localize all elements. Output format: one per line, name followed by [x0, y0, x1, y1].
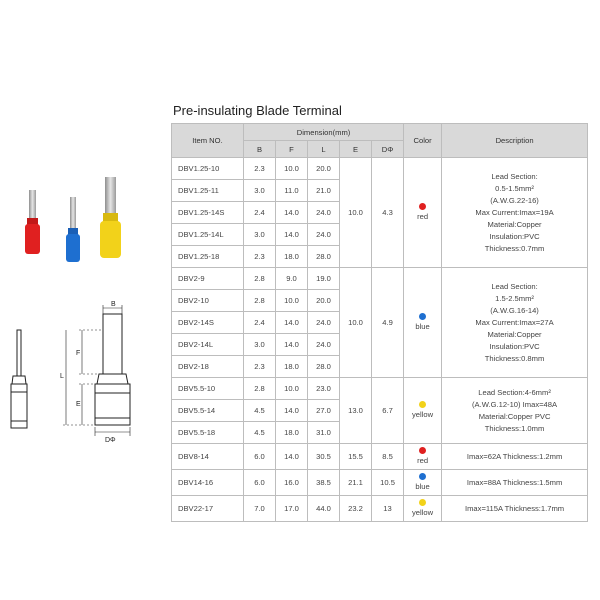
spec-table [171, 123, 588, 522]
item-no-cell: DBV1.25-10 [172, 158, 244, 180]
b-cell: 2.4 [244, 312, 276, 334]
color-name: blue [415, 322, 430, 331]
desc-line: Lead Section: [491, 281, 538, 291]
f-cell: 10.0 [276, 378, 308, 400]
desc-line: Material:Copper [487, 329, 542, 339]
f-cell: 18.0 [276, 356, 308, 378]
red-dot-icon [419, 203, 426, 210]
e-cell: 23.2 [340, 496, 372, 522]
l-cell: 44.0 [308, 496, 340, 522]
b-cell: 7.0 [244, 496, 276, 522]
item-no-cell: DBV1.25-14L [172, 224, 244, 246]
item-no-cell: DBV2-9 [172, 268, 244, 290]
f-cell: 14.0 [276, 312, 308, 334]
table-row [172, 378, 588, 400]
d-cell: 4.3 [372, 158, 404, 268]
red-dot-icon [419, 447, 426, 454]
f-cell: 10.0 [276, 158, 308, 180]
header-dimension: Dimension(mm) [244, 124, 404, 141]
l-cell: 20.0 [308, 290, 340, 312]
table-row [172, 158, 588, 180]
f-cell: 14.0 [276, 334, 308, 356]
d-cell: 13 [372, 496, 404, 522]
f-cell: 14.0 [276, 444, 308, 470]
f-cell: 11.0 [276, 180, 308, 202]
description-cell: Imax=62A Thickness:1.2mm [442, 444, 588, 470]
dimension-drawing [0, 300, 160, 450]
header-description: Description [442, 124, 588, 158]
f-cell: 9.0 [276, 268, 308, 290]
color-cell [404, 158, 442, 268]
dim-label-e: E [76, 401, 81, 408]
terminal-side-view [11, 330, 27, 428]
item-no-cell: DBV5.5-10 [172, 378, 244, 400]
description-cell [442, 268, 588, 378]
f-cell: 17.0 [276, 496, 308, 522]
desc-line: Thickness:1.0mm [484, 423, 545, 433]
color-cell [404, 496, 442, 522]
blue-dot-icon [419, 313, 426, 320]
f-cell: 14.0 [276, 224, 308, 246]
item-no-cell: DBV22-17 [172, 496, 244, 522]
header-d: DΦ [372, 141, 404, 158]
table-row [172, 496, 588, 522]
color-name: yellow [412, 508, 434, 517]
desc-line: Max Current:Imax=19A [475, 207, 554, 217]
desc-line: 0.5-1.5mm² [495, 183, 534, 193]
e-cell: 10.0 [340, 268, 372, 378]
spec-table-body [172, 158, 588, 522]
dim-label-d: DΦ [105, 437, 116, 444]
e-cell: 21.1 [340, 470, 372, 496]
b-cell: 3.0 [244, 224, 276, 246]
desc-line: Thickness:0.8mm [484, 353, 545, 363]
b-cell: 2.8 [244, 378, 276, 400]
yellow-dot-icon [419, 499, 426, 506]
b-cell: 2.8 [244, 290, 276, 312]
color-name: yellow [412, 410, 434, 419]
desc-line: Material:Copper PVC [478, 411, 551, 421]
l-cell: 19.0 [308, 268, 340, 290]
header-l: L [308, 141, 340, 158]
blue-dot-icon [419, 473, 426, 480]
l-cell: 28.0 [308, 356, 340, 378]
header-e: E [340, 141, 372, 158]
header-item-no: Item NO. [172, 124, 244, 158]
l-cell: 20.0 [308, 158, 340, 180]
desc-line: 1.5-2.5mm² [495, 293, 534, 303]
b-cell: 2.4 [244, 202, 276, 224]
description-cell: Imax=88A Thickness:1.5mm [442, 470, 588, 496]
desc-line: Material:Copper [487, 219, 542, 229]
l-cell: 31.0 [308, 422, 340, 444]
color-cell [404, 470, 442, 496]
page-title: Pre-insulating Blade Terminal [173, 103, 342, 118]
d-cell: 6.7 [372, 378, 404, 444]
header-b: B [244, 141, 276, 158]
b-cell: 4.5 [244, 422, 276, 444]
l-cell: 24.0 [308, 224, 340, 246]
e-cell: 15.5 [340, 444, 372, 470]
color-name: red [417, 212, 429, 221]
desc-line: Lead Section:4-6mm² [478, 387, 551, 397]
l-cell: 24.0 [308, 312, 340, 334]
description-cell [442, 378, 588, 444]
description-cell: Imax=115A Thickness:1.7mm [442, 496, 588, 522]
b-cell: 3.0 [244, 180, 276, 202]
table-row [172, 470, 588, 496]
l-cell: 24.0 [308, 334, 340, 356]
e-cell: 10.0 [340, 158, 372, 268]
item-no-cell: DBV2-18 [172, 356, 244, 378]
desc-line: Insulation:PVC [489, 231, 540, 241]
header-f: F [276, 141, 308, 158]
item-no-cell: DBV1.25-18 [172, 246, 244, 268]
l-cell: 28.0 [308, 246, 340, 268]
table-row [172, 268, 588, 290]
f-cell: 18.0 [276, 246, 308, 268]
color-name: red [417, 456, 429, 465]
l-cell: 27.0 [308, 400, 340, 422]
d-cell: 10.5 [372, 470, 404, 496]
item-no-cell: DBV5.5-18 [172, 422, 244, 444]
product-photo [0, 170, 160, 290]
b-cell: 6.0 [244, 444, 276, 470]
f-cell: 14.0 [276, 202, 308, 224]
color-cell [404, 378, 442, 444]
l-cell: 23.0 [308, 378, 340, 400]
header-color: Color [404, 124, 442, 158]
item-no-cell: DBV8-14 [172, 444, 244, 470]
table-row [172, 444, 588, 470]
yellow-terminal-image [100, 177, 121, 258]
item-no-cell: DBV5.5-14 [172, 400, 244, 422]
desc-line: (A.W.G.12-10) Imax=48A [472, 399, 558, 409]
red-terminal-image [25, 190, 40, 254]
item-no-cell: DBV1.25-14S [172, 202, 244, 224]
item-no-cell: DBV1.25-11 [172, 180, 244, 202]
item-no-cell: DBV2-14L [172, 334, 244, 356]
f-cell: 14.0 [276, 400, 308, 422]
terminal-front-view [95, 314, 130, 425]
f-cell: 16.0 [276, 470, 308, 496]
f-cell: 10.0 [276, 290, 308, 312]
l-cell: 30.5 [308, 444, 340, 470]
f-cell: 18.0 [276, 422, 308, 444]
color-cell [404, 268, 442, 378]
desc-line: (A.W.G.16-14) [490, 305, 539, 315]
desc-line: Max Current:Imax=27A [475, 317, 554, 327]
dim-label-b: B [111, 301, 116, 308]
yellow-dot-icon [419, 401, 426, 408]
b-cell: 2.8 [244, 268, 276, 290]
b-cell: 2.3 [244, 158, 276, 180]
b-cell: 4.5 [244, 400, 276, 422]
dim-label-l: L [60, 373, 64, 380]
b-cell: 3.0 [244, 334, 276, 356]
desc-line: Lead Section: [491, 171, 538, 181]
dim-label-f: F [76, 350, 81, 357]
b-cell: 2.3 [244, 246, 276, 268]
e-cell: 13.0 [340, 378, 372, 444]
b-cell: 2.3 [244, 356, 276, 378]
item-no-cell: DBV14-16 [172, 470, 244, 496]
description-cell [442, 158, 588, 268]
item-no-cell: DBV2-10 [172, 290, 244, 312]
l-cell: 38.5 [308, 470, 340, 496]
l-cell: 21.0 [308, 180, 340, 202]
color-name: blue [415, 482, 430, 491]
b-cell: 6.0 [244, 470, 276, 496]
blue-terminal-image [66, 197, 80, 262]
item-no-cell: DBV2-14S [172, 312, 244, 334]
d-cell: 8.5 [372, 444, 404, 470]
desc-line: Thickness:0.7mm [484, 243, 545, 253]
desc-line: Insulation:PVC [489, 341, 540, 351]
desc-line: (A.W.G.22-16) [490, 195, 539, 205]
l-cell: 24.0 [308, 202, 340, 224]
d-cell: 4.9 [372, 268, 404, 378]
color-cell [404, 444, 442, 470]
